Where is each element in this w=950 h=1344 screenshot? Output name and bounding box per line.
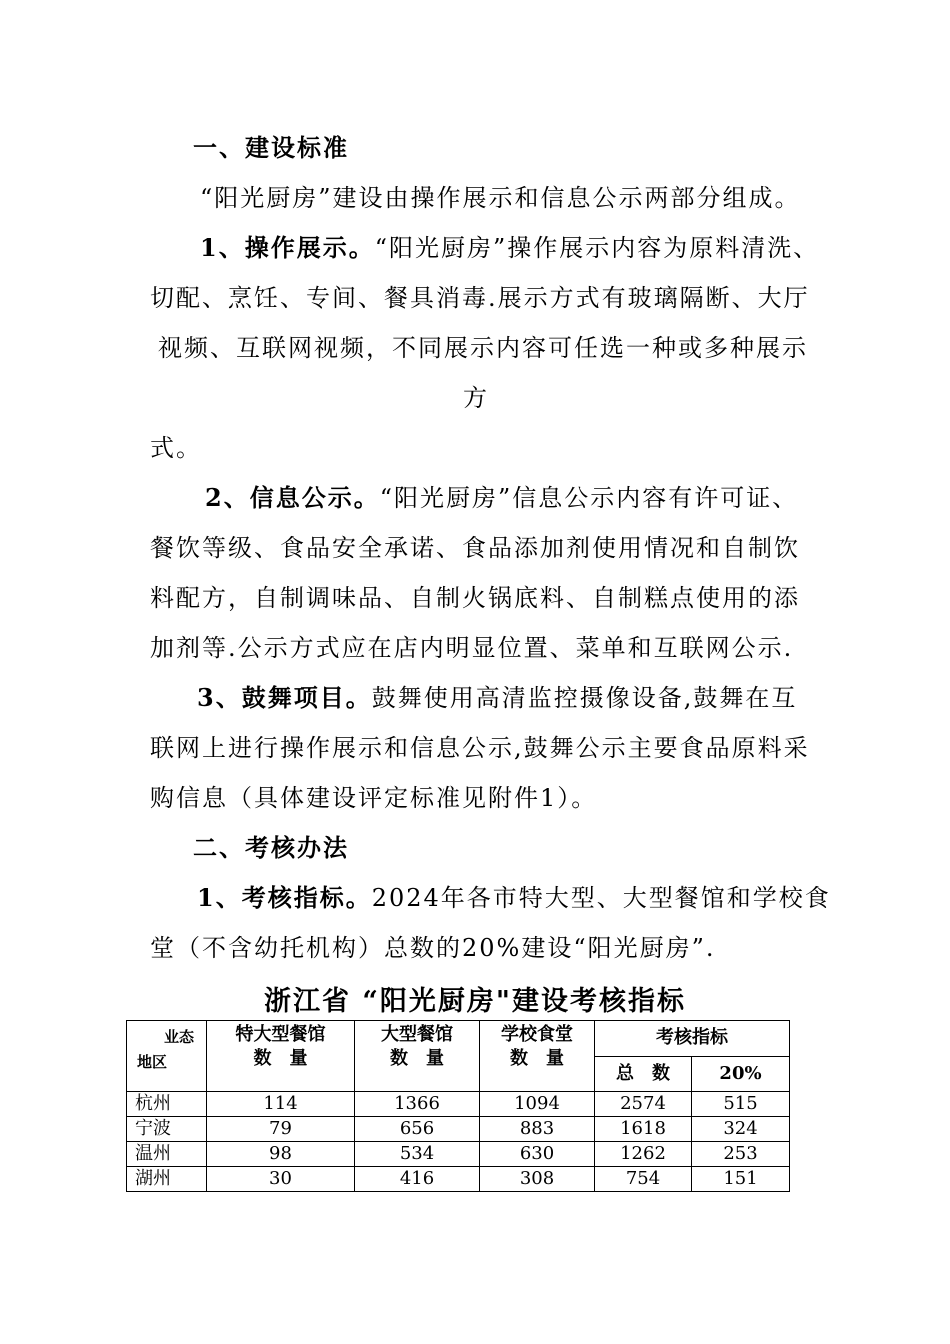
s2-item1-text: 2024年各市特大型、大型餐馆和学校食 (371, 884, 831, 912)
region-cell: 湖州 (127, 1167, 207, 1192)
school-cell: 883 (480, 1117, 595, 1142)
total-cell: 754 (595, 1167, 692, 1192)
target-table (126, 1020, 790, 1192)
item3-label: 3、鼓舞项目。 (197, 683, 372, 712)
region-cell: 杭州 (127, 1092, 207, 1117)
item2-line4: 加剂等.公示方式应在店内明显位置、菜单和互联网公示. (150, 634, 794, 662)
item2-paragraph (205, 483, 798, 513)
item1-line4: 方 (463, 384, 489, 412)
item1-line3: 视频、互联网视频，不同展示内容可任选一种或多种展示 (158, 334, 808, 362)
s2-item1-line2: 堂（不含幼托机构）总数的20%建设“阳光厨房”. (150, 934, 716, 962)
item2-label: 2、信息公示。 (205, 483, 380, 512)
table-row (127, 1092, 790, 1117)
region-cell: 宁波 (127, 1117, 207, 1142)
pct-cell: 324 (692, 1117, 790, 1142)
s2-item1-label: 1、考核指标。 (197, 883, 372, 912)
s2-item1-paragraph (197, 883, 831, 913)
large-cell: 656 (355, 1117, 480, 1142)
corner-header-cell (127, 1021, 207, 1092)
pct-cell: 515 (692, 1092, 790, 1117)
large-cell: 534 (355, 1142, 480, 1167)
col-header-large: 大型餐馆 数 量 (355, 1021, 480, 1092)
total-cell: 1618 (595, 1117, 692, 1142)
total-cell: 2574 (595, 1092, 692, 1117)
item1-line5: 式。 (150, 434, 202, 462)
col-header-total: 总 数 (595, 1056, 692, 1092)
col-header-xl: 特大型餐馆 数 量 (207, 1021, 355, 1092)
section2-heading: 二、考核办法 (193, 833, 349, 862)
table-title: 浙江省 “阳光厨房"建设考核指标 (264, 986, 686, 1017)
item2-line2: 餐饮等级、食品安全承诺、食品添加剂使用情况和自制饮 (150, 534, 800, 562)
item1-label: 1、操作展示。 (200, 233, 375, 262)
table-row (127, 1142, 790, 1167)
col-header-target: 考核指标 (595, 1021, 790, 1057)
item3-line3: 购信息（具体建设评定标准见附件1）。 (150, 784, 598, 812)
xl-cell: 30 (207, 1167, 355, 1192)
xl-cell: 98 (207, 1142, 355, 1167)
pct-cell: 253 (692, 1142, 790, 1167)
corner-top-label: 业态 (163, 1028, 194, 1046)
item1-text: “阳光厨房”操作展示内容为原料清洗、 (374, 234, 820, 262)
large-cell: 1366 (355, 1092, 480, 1117)
xl-cell: 114 (207, 1092, 355, 1117)
corner-bottom-label: 地区 (137, 1053, 168, 1071)
item3-paragraph (197, 683, 797, 713)
school-cell: 1094 (480, 1092, 595, 1117)
item1-line2: 切配、烹饪、专间、餐具消毒.展示方式有玻璃隔断、大厅 (150, 284, 810, 312)
item3-line2: 联网上进行操作展示和信息公示,鼓舞公示主要食品原料采 (150, 734, 810, 762)
item2-line3: 料配方，自制调味品、自制火锅底料、自制糕点使用的添 (150, 584, 800, 612)
item3-text: 鼓舞使用高清监控摄像设备,鼓舞在互 (371, 684, 798, 712)
col-header-school: 学校食堂 数 量 (480, 1021, 595, 1092)
col-header-pct: 20% (692, 1056, 790, 1092)
school-cell: 308 (480, 1167, 595, 1192)
school-cell: 630 (480, 1142, 595, 1167)
xl-cell: 79 (207, 1117, 355, 1142)
item1-paragraph (200, 233, 819, 263)
table-row (127, 1167, 790, 1192)
large-cell: 416 (355, 1167, 480, 1192)
total-cell: 1262 (595, 1142, 692, 1167)
table-row (127, 1117, 790, 1142)
section1-intro: “阳光厨房”建设由操作展示和信息公示两部分组成。 (200, 184, 801, 212)
region-cell: 温州 (127, 1142, 207, 1167)
section1-heading: 一、建设标准 (193, 133, 349, 162)
item2-text: “阳光厨房”信息公示内容有许可证、 (379, 484, 799, 512)
pct-cell: 151 (692, 1167, 790, 1192)
